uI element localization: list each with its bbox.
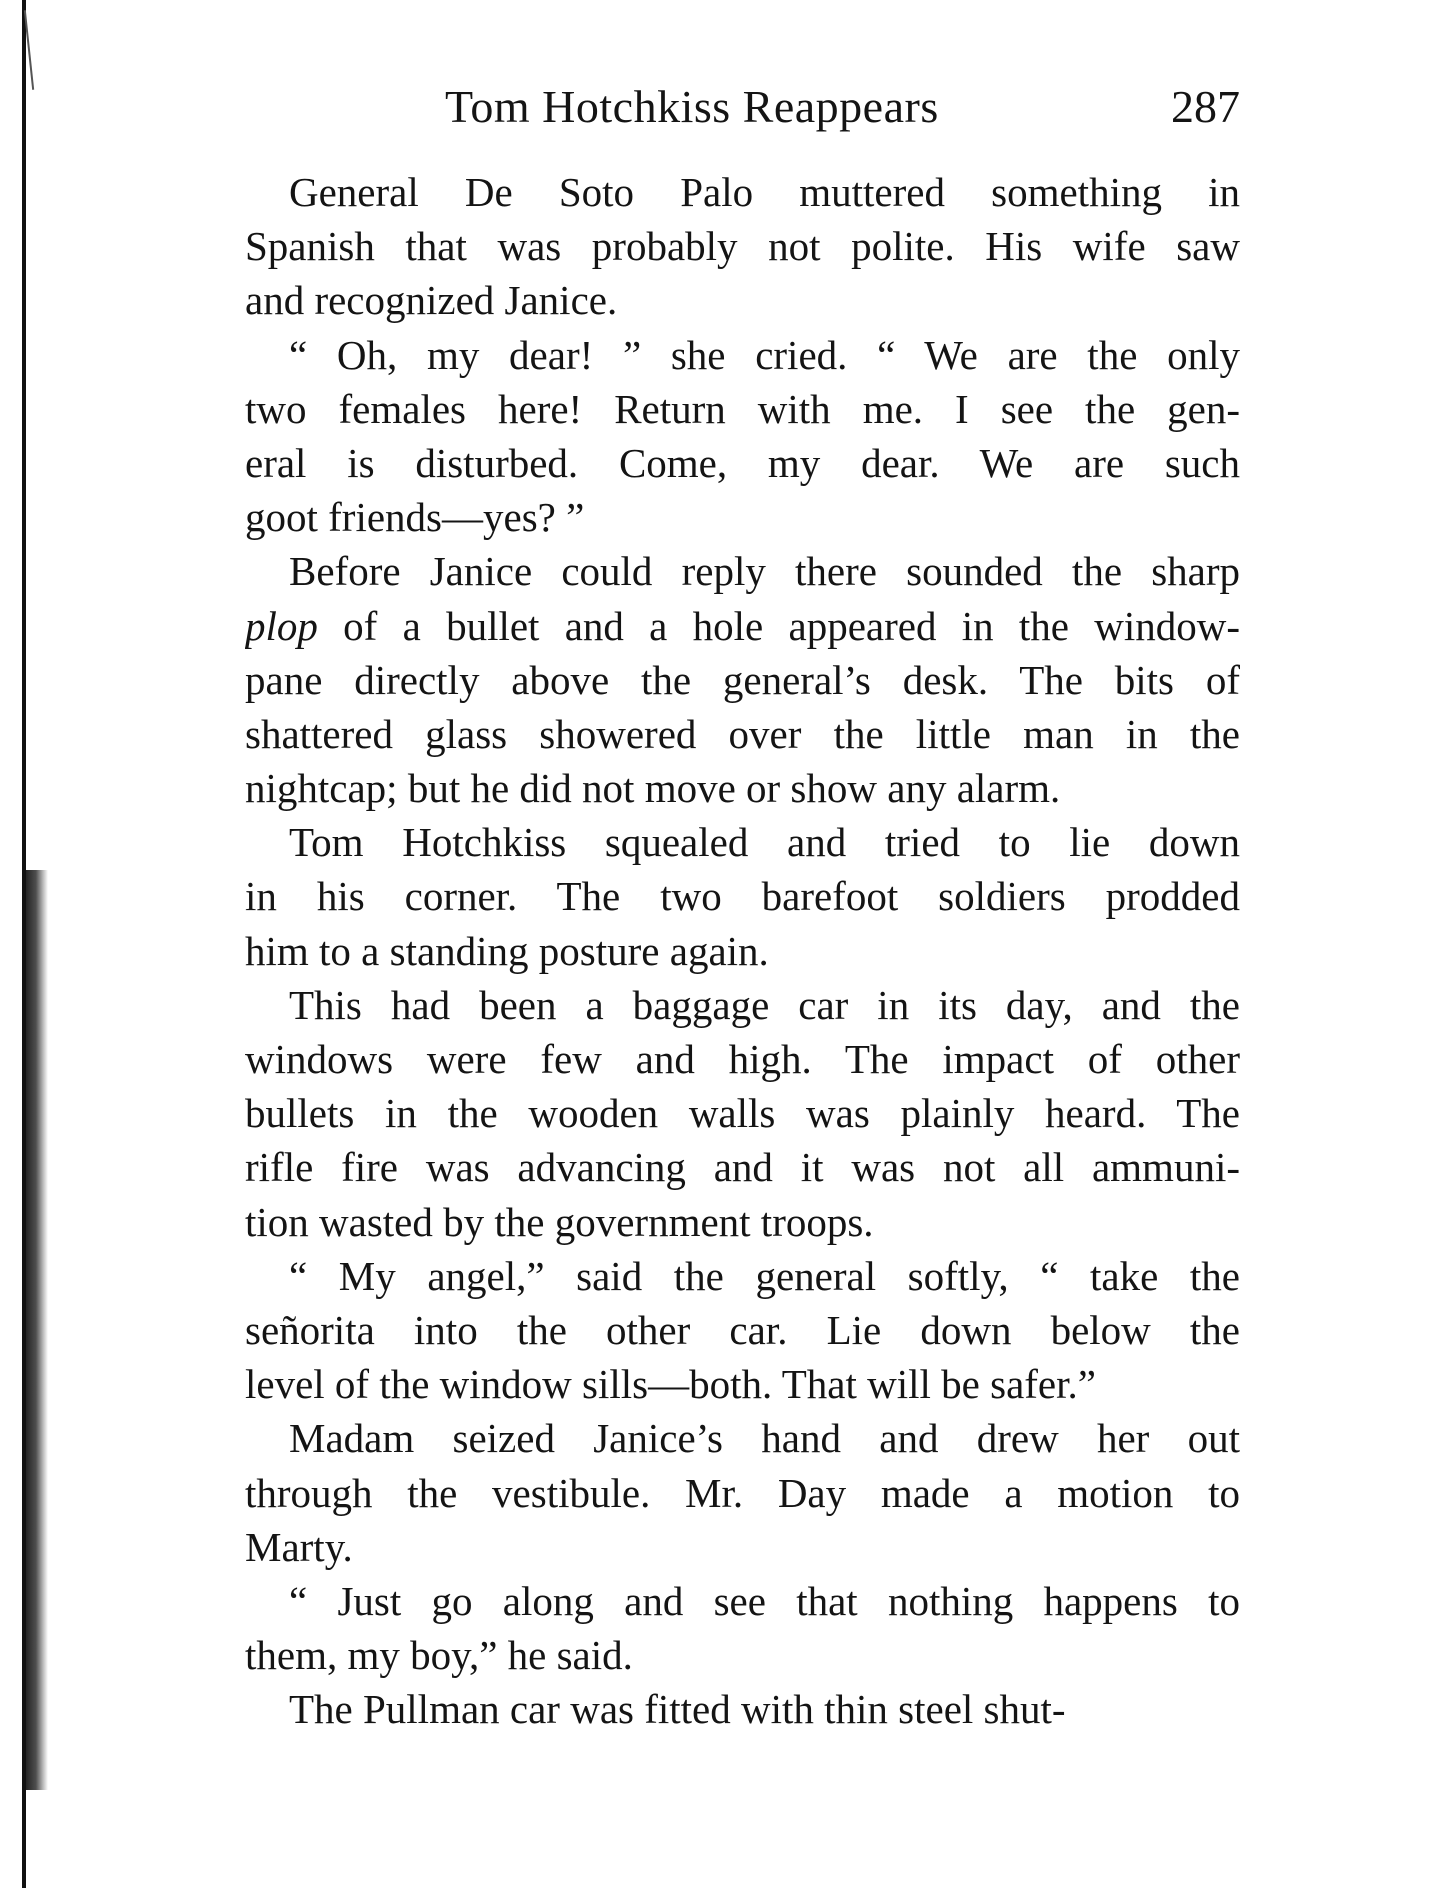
text-line: him to a standing posture again. — [245, 927, 769, 974]
text-line: nightcap; but he did not move or show any alarm. — [245, 765, 1061, 812]
text-line: goot friends—yes? ” — [245, 494, 585, 541]
text-line: “ My angel,” said the general softly, “ take the — [289, 1252, 1240, 1299]
text-line: The Pullman car was fitted with thin steel shut- — [289, 1686, 1066, 1733]
text-line-rest: of a bullet and a hole appeared in the window- — [317, 602, 1240, 649]
text-line: Before Janice could reply there sounded the sharp — [289, 548, 1240, 595]
text-line: Marty. — [245, 1523, 353, 1570]
text-line: rifle fire was advancing and it was not all ammuni- — [245, 1144, 1240, 1191]
text-line: and recognized Janice. — [245, 277, 618, 324]
text-line: General De Soto Palo muttered something in — [289, 169, 1240, 215]
text-line: “ Just go along and see that nothing happens to — [289, 1577, 1240, 1624]
page-header — [245, 80, 1240, 150]
text-line: level of the window sills—both. That will be safer.” — [245, 1361, 1096, 1408]
binding-shadow — [26, 870, 48, 1790]
text-line: “ Oh, my dear! ” she cried. “ We are the only — [289, 331, 1240, 378]
text-line: Madam seized Janice’s hand and drew her out — [289, 1415, 1240, 1462]
text-line: through the vestibule. Mr. Day made a motion to — [245, 1469, 1240, 1516]
text-line: tion wasted by the government troops. — [245, 1198, 874, 1245]
text-line: them, my boy,” he said. — [245, 1632, 633, 1679]
text-line: bullets in the wooden walls was plainly heard. The — [245, 1090, 1240, 1137]
italic-word: plop — [245, 602, 318, 649]
text-line: windows were few and high. The impact of other — [245, 1036, 1240, 1082]
text-line: Tom Hotchkiss squealed and tried to lie down — [289, 819, 1240, 866]
text-line: shattered glass showered over the little man in the — [245, 710, 1240, 757]
page-number: 287 — [1171, 81, 1240, 132]
text-line: pane directly above the general’s desk. The bits of — [245, 656, 1240, 703]
running-head: Tom Hotchkiss Reappears — [445, 81, 939, 132]
body-text — [245, 165, 1240, 1736]
text-line: in his corner. The two barefoot soldiers prodded — [245, 873, 1240, 920]
text-line — [245, 599, 1240, 653]
text-line: This had been a baggage car in its day, and the — [289, 981, 1240, 1028]
text-line: eral is disturbed. Come, my dear. We are such — [245, 439, 1240, 486]
text-line: señorita into the other car. Lie down below the — [245, 1306, 1240, 1353]
text-line: Spanish that was probably not polite. His wife saw — [245, 223, 1240, 270]
text-line: two females here! Return with me. I see the gen- — [245, 385, 1240, 432]
